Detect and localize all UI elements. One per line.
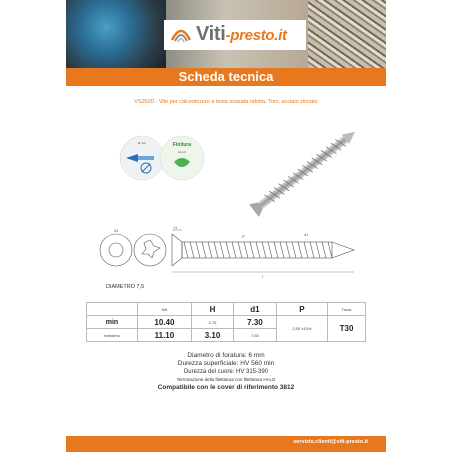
spec-table [86,302,366,342]
header-banner [66,0,386,68]
cell-h: 3.10 [191,329,233,342]
badge1-text: Ø mm [137,141,147,145]
badge2-title: Finitura [172,142,192,148]
product-subtitle: VS2620 - Vite per calcestruzzo a testa svasata ridotta, Torx, acciaio zincato [134,99,318,105]
cell-na: 11.10 [138,329,192,342]
logo-text: Viti-presto.it [196,23,287,45]
header-tmax: Tmax [328,303,366,316]
tools-photo [66,0,166,68]
table-row [87,316,366,329]
spec-compatibility: Compatibile con le cover di riferimento 3812 [157,384,295,391]
spec-surface-hardness: Durezza superficiale: HV 560 min [177,360,275,367]
table-header-row [87,303,366,316]
page-title: Scheda tecnica [66,68,386,86]
label-l: l [262,274,263,279]
footer-email-link[interactable]: servizio.clienti@viti-presto.it [293,439,368,445]
label-d1: d1 [304,232,309,237]
cell-na: 10.40 [138,316,192,329]
row-label: massimo [87,329,138,342]
spec-core-hardness: Durezza del cuore: HV 315-390 [183,369,269,375]
header-p: P [276,303,327,316]
label-h: H [174,226,177,230]
screws-photo [308,0,386,68]
header-na: NA [138,303,192,316]
cell-h: 2.70 [191,316,233,329]
product-badges [118,132,208,184]
logo[interactable] [164,20,306,50]
screw-photo [236,120,376,220]
label-d1-top: d1 [113,228,119,233]
technical-drawing [92,226,362,286]
cell-d1: 7.60 [234,329,276,342]
datasheet-page [66,0,386,452]
spec-thread-end: Terminazione della filettatura con filettatura HI-LO [176,377,276,382]
label-p: P [242,234,245,239]
diameter-label: DIAMETRO 7,5 [106,284,145,290]
row-label: min [87,316,138,329]
cell-p: 2,50 ±10% [276,316,327,342]
cell-d1: 7.30 [234,316,276,329]
header-d1: d1 [234,303,276,316]
logo-arc-icon [170,24,192,46]
spec-drilling: Diametro di foratura: 6 mm [187,352,265,359]
cell-tmax: T30 [328,316,366,342]
specs-block [66,352,386,392]
footer-bar [66,436,386,452]
badge2-sub: HI-LO [177,150,187,154]
header-h: H [191,303,233,316]
